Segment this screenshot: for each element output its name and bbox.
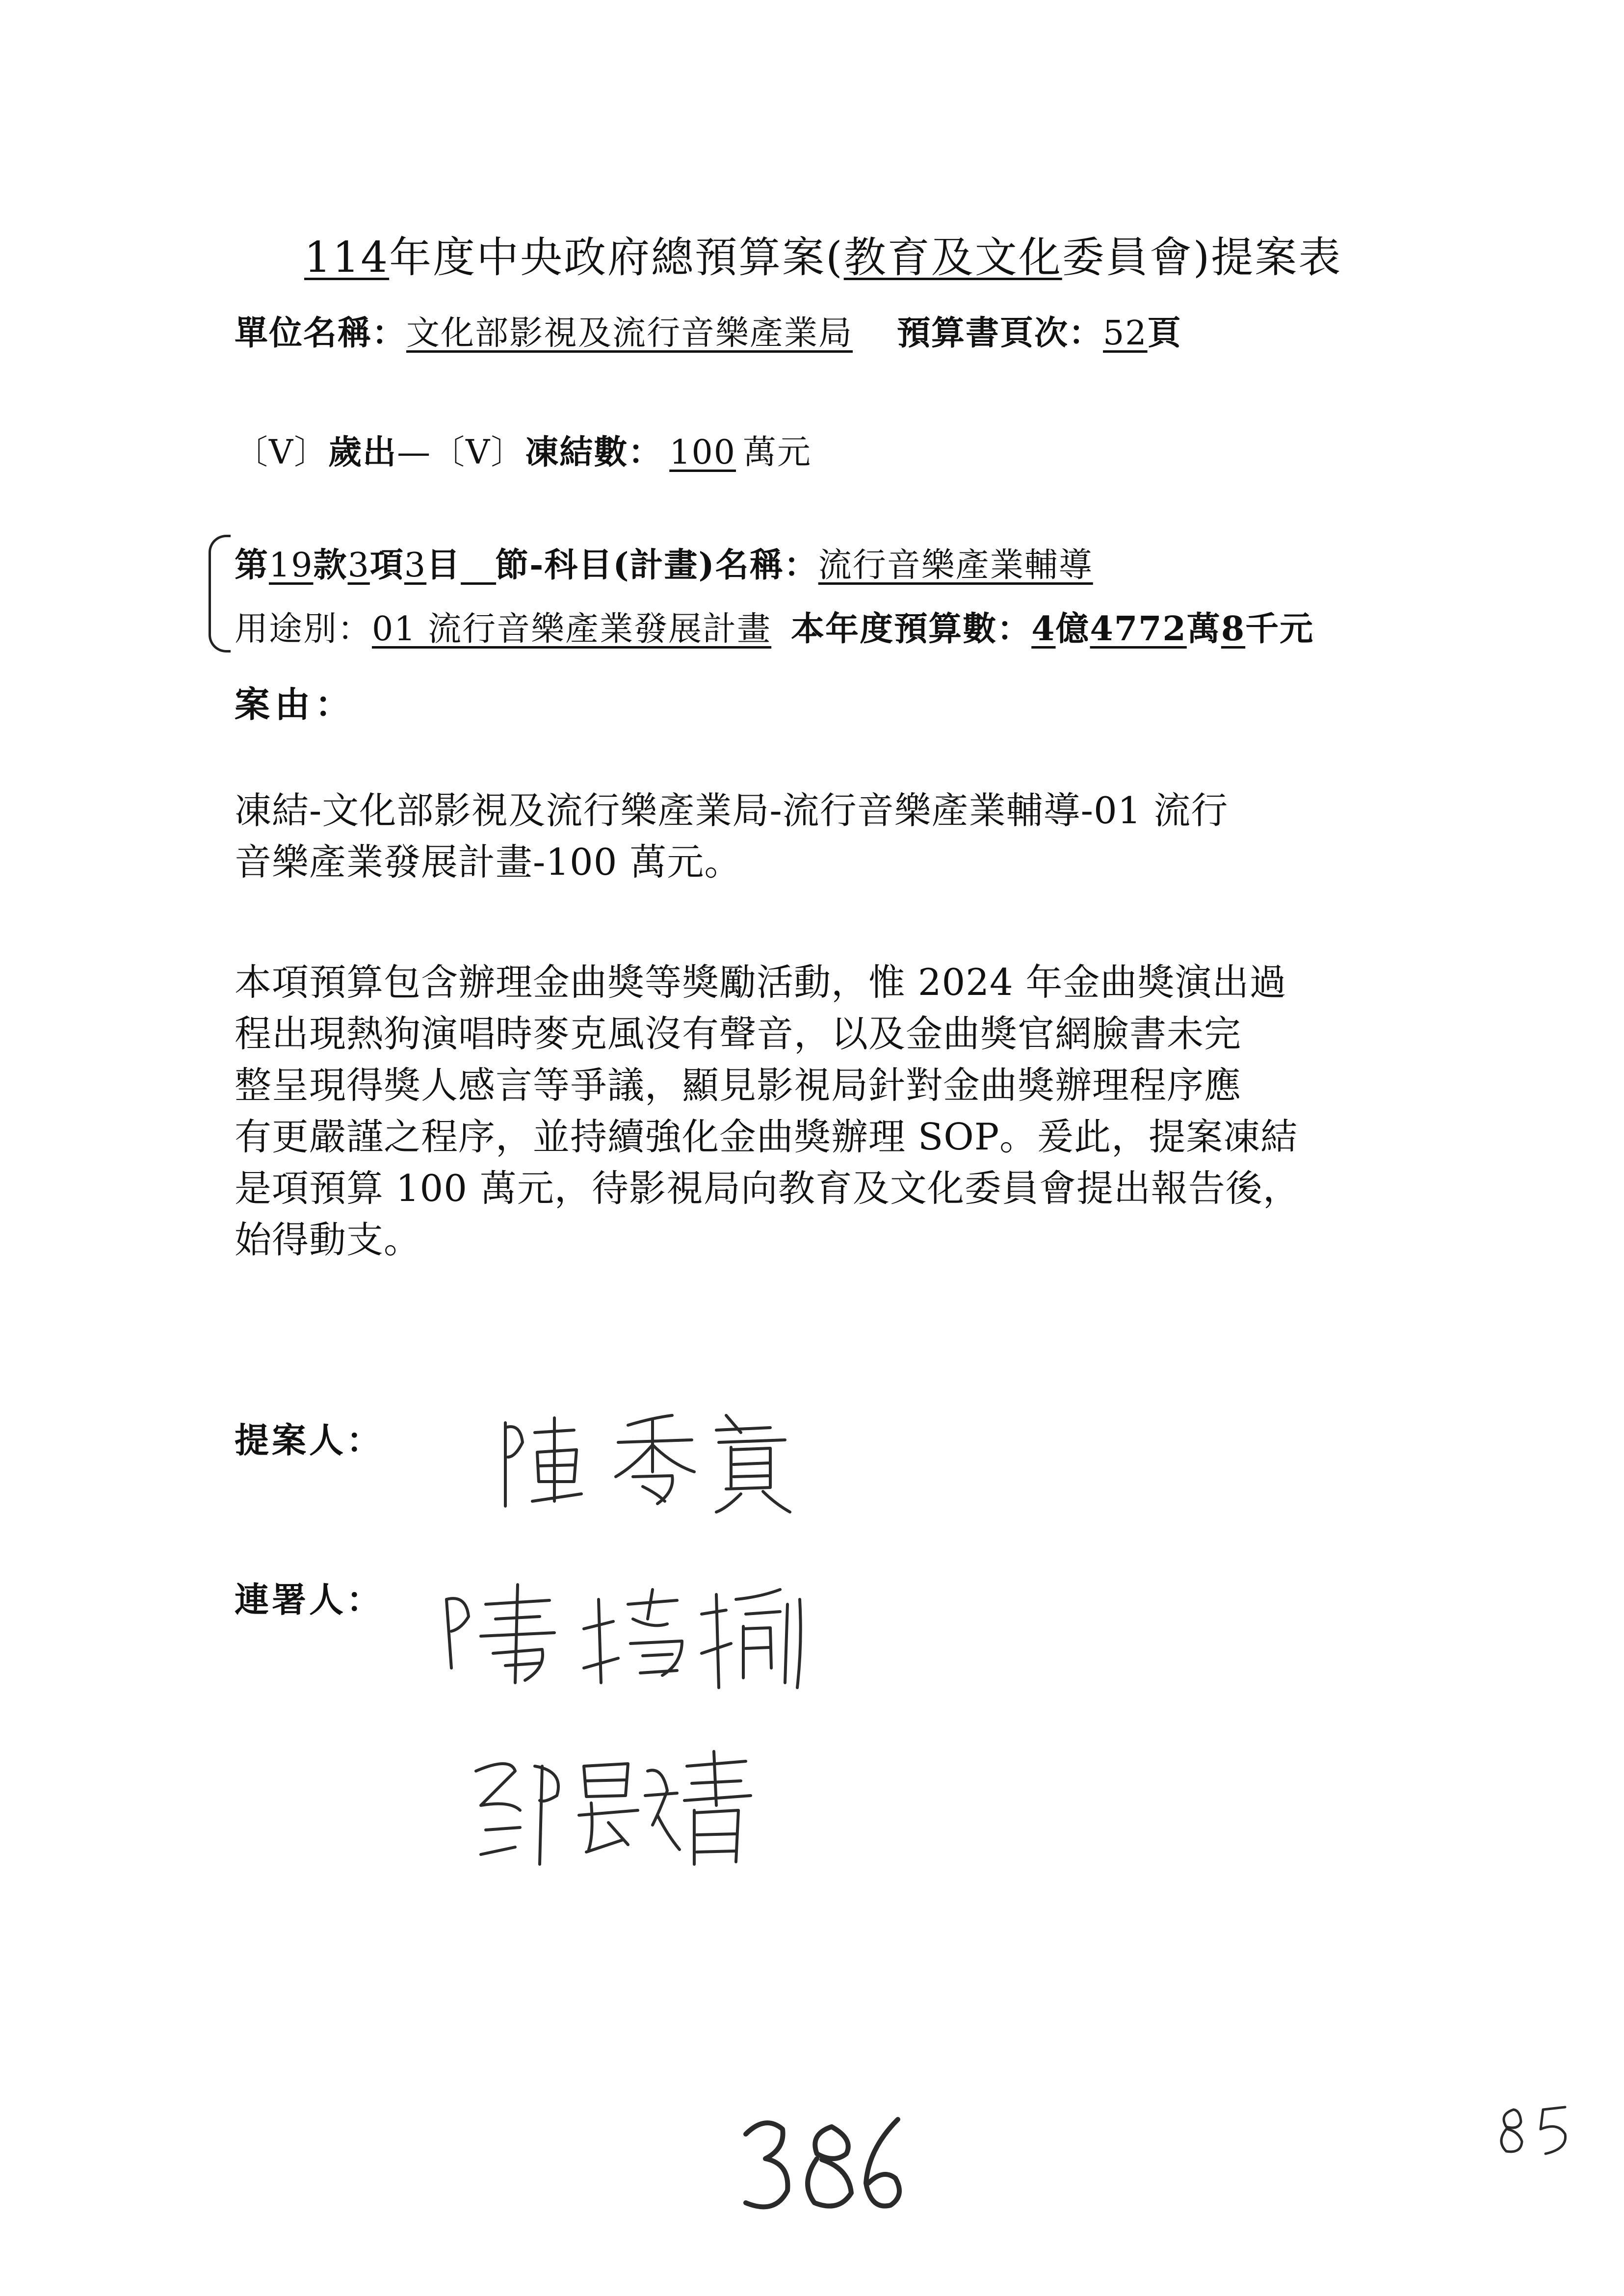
item-kuan-label: 款 <box>313 546 348 585</box>
unit-line <box>235 307 1182 354</box>
reason-label: 案由： <box>235 683 356 725</box>
paragraph-line: 音樂產業發展計畫-100 萬元。 <box>235 840 742 884</box>
paragraph-line: 有更嚴謹之程序，並持續強化金曲獎辦理 SOP。爰此，提案凍結 <box>235 1115 1298 1158</box>
paragraph-line: 是項預算 100 萬元，待影視局向教育及文化委員會提出報告後， <box>235 1167 1300 1210</box>
item-xiang: 3 <box>347 546 370 585</box>
budget-wan: 4772 <box>1090 609 1187 649</box>
budget-label: 本年度預算數： <box>791 609 1032 649</box>
item-jie-label: 節-科目(計畫)名稱： <box>495 546 818 585</box>
item-kuan: 19 <box>269 546 314 585</box>
freeze-amount: 100 <box>669 433 736 472</box>
page-suffix: 頁 <box>1147 313 1182 353</box>
item-name: 流行音樂產業輔導 <box>818 546 1093 585</box>
unit-value: 文化部影視及流行音樂產業局 <box>406 314 853 353</box>
budget-yi-label: 億 <box>1055 609 1090 649</box>
item-mu: 3 <box>404 546 427 585</box>
budget-yi: 4 <box>1031 609 1056 649</box>
expenditure-type-line <box>235 426 812 473</box>
page-value: 52 <box>1103 314 1148 353</box>
reason-paragraph-1 <box>235 785 1228 888</box>
title-part2: 委員會)提案表 <box>1062 233 1342 282</box>
title-part1: 年度中央政府總預算案( <box>389 233 844 282</box>
page-label: 預算書頁次： <box>897 313 1103 353</box>
proposer-signature <box>496 1403 805 1516</box>
cosigner-label: 連署人： <box>235 1579 384 1620</box>
usage-label: 用途別： <box>235 610 372 649</box>
checkbox-expenditure: 〔V〕 <box>235 433 329 472</box>
paragraph-line: 整呈現得獎人感言等爭議，顯見影視局針對金曲獎辦理程序應 <box>235 1064 1242 1107</box>
dash-separator: — <box>397 433 432 472</box>
freeze-label: 凍結數： <box>525 433 663 472</box>
item-bracket <box>209 535 231 652</box>
budget-qian: 8 <box>1221 609 1246 649</box>
paragraph-line: 程出現熱狗演唱時麥克風沒有聲音，以及金曲獎官網臉書未完 <box>235 1012 1242 1055</box>
unit-label: 單位名稱： <box>235 313 407 353</box>
handwritten-page-number <box>736 2105 913 2222</box>
usage-value: 01 流行音樂產業發展計畫 <box>372 610 772 649</box>
item-mu-label: 目 <box>426 546 461 585</box>
reason-paragraph-2 <box>235 957 1300 1266</box>
paragraph-line: 本項預算包含辦理金曲獎等獎勵活動，惟 2024 年金曲獎演出過 <box>235 961 1287 1004</box>
cosigner2-signature <box>461 1737 756 1874</box>
checkbox-freeze: 〔V〕 <box>431 433 525 472</box>
item-prefix: 第 <box>235 546 269 585</box>
freeze-unit: 萬元 <box>743 433 812 472</box>
form-title <box>304 223 1342 284</box>
budget-qian-label: 千元 <box>1245 609 1314 649</box>
expenditure-label: 歲出 <box>328 433 397 472</box>
handwritten-side-number <box>1492 2100 1575 2159</box>
paragraph-line: 凍結-文化部影視及流行樂產業局-流行音樂產業輔導-01 流行 <box>235 789 1229 832</box>
item-xiang-label: 項 <box>369 546 404 585</box>
budget-wan-label: 萬 <box>1186 609 1221 649</box>
cosigner1-signature <box>437 1570 810 1697</box>
item-jie-blank <box>461 546 495 585</box>
paragraph-line: 始得動支。 <box>235 1218 421 1261</box>
usage-line <box>235 602 1314 650</box>
budget-item-line <box>235 539 1093 586</box>
title-committee: 教育及文化 <box>843 233 1062 282</box>
proposer-label: 提案人： <box>235 1420 384 1461</box>
title-year: 114 <box>304 233 390 282</box>
